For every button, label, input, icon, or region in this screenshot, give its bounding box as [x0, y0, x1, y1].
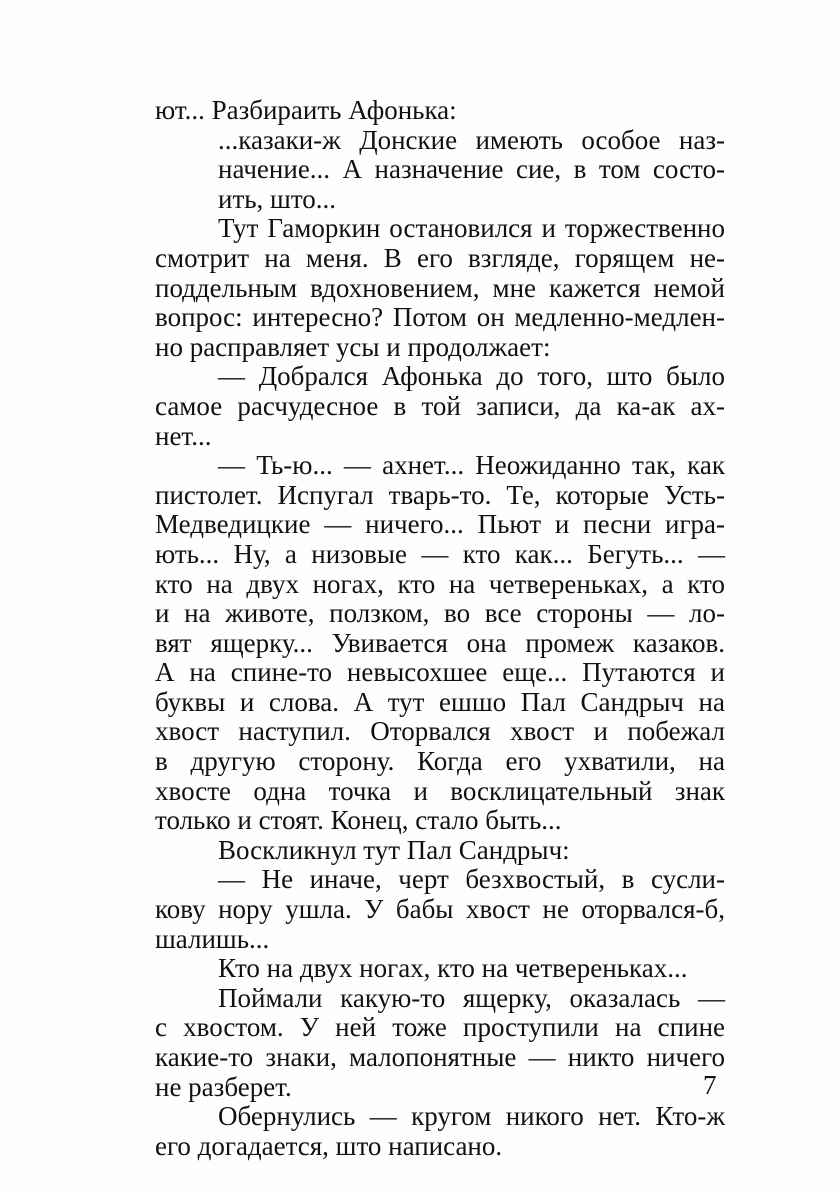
text-line: шалишь...: [155, 923, 270, 954]
text-line: его догадается, што написано.: [155, 1130, 503, 1161]
text-line: — Ть-ю... — ахнет... Неожиданно так, как: [218, 450, 725, 481]
text-line: хвост наступил. Оторвался хвост и побежал: [155, 716, 725, 747]
text-line: поддельным вдохновением, мне кажется немой: [155, 272, 725, 303]
text-line: только и стоят. Конец, стало быть...: [155, 805, 562, 836]
text-line: Кто на двух ногах, кто на четвереньках...: [218, 953, 688, 984]
body-text: [155, 96, 725, 1161]
text-line: и на животе, ползком, во все стороны — ло-: [155, 598, 725, 629]
text-line: — Не иначе, черт безхвостый, в сусли-: [218, 864, 725, 895]
text-line: смотрит на меня. В его взгляде, горящем не-: [155, 242, 725, 273]
text-line: не разберет.: [155, 1071, 292, 1102]
text-line: буквы и слова. А тут ешшо Пал Сандрыч на: [155, 686, 725, 717]
text-line: вопрос: интересно? Потом он медленно-медлен-: [155, 302, 725, 333]
text-line: в другую сторону. Когда его ухватили, на: [155, 746, 725, 777]
text-line: начение... А назначение сие, в том состо-: [218, 154, 725, 185]
text-line: кто на двух ногах, кто на четвереньках, а кто: [155, 568, 725, 599]
text-line: А на спине-то невысохшее еще... Путаются и: [155, 657, 725, 688]
text-line: самое расчудесное в той записи, да ка-ак ах-: [155, 390, 725, 421]
text-line: нет...: [155, 420, 212, 451]
text-line: Медведицкие — ничего... Пьют и песни игра-: [155, 509, 725, 540]
text-line: ют... Разбираить Афонька:: [155, 95, 457, 125]
text-line: ють... Ну, а низовые — кто как... Бегуть... —: [155, 538, 725, 569]
text-line: кову нору ушла. У бабы хвост не оторвался-б,: [155, 894, 725, 925]
page-number: 7: [703, 1070, 717, 1100]
text-line: ить, што...: [218, 183, 337, 214]
text-line: пистолет. Испугал тварь-то. Те, которые Усть-: [155, 479, 725, 510]
text-line: — Добрался Афонька до того, што было: [218, 361, 725, 392]
text-line: но расправляет усы и продолжает:: [155, 331, 551, 362]
text-line: какие-то знаки, малопонятные — никто ничего: [155, 1042, 725, 1072]
text-line: вят ящерку... Увивается она промеж казаков.: [155, 627, 725, 658]
text-line: Тут Гаморкин остановился и торжественно: [218, 213, 725, 244]
text-line: Воскликнул тут Пал Сандрыч:: [218, 834, 570, 865]
text-line: Обернулись — кругом никого нет. Кто-ж: [218, 1101, 725, 1132]
text-line: ...казаки-ж Донские имеють особое наз-: [218, 124, 725, 155]
text-line: Поймали какую-то ящерку, оказалась —: [218, 982, 725, 1013]
text-line: с хвостом. У ней тоже проступили на спине: [155, 1012, 725, 1043]
text-line: хвосте одна точка и восклицательный знак: [155, 775, 725, 806]
